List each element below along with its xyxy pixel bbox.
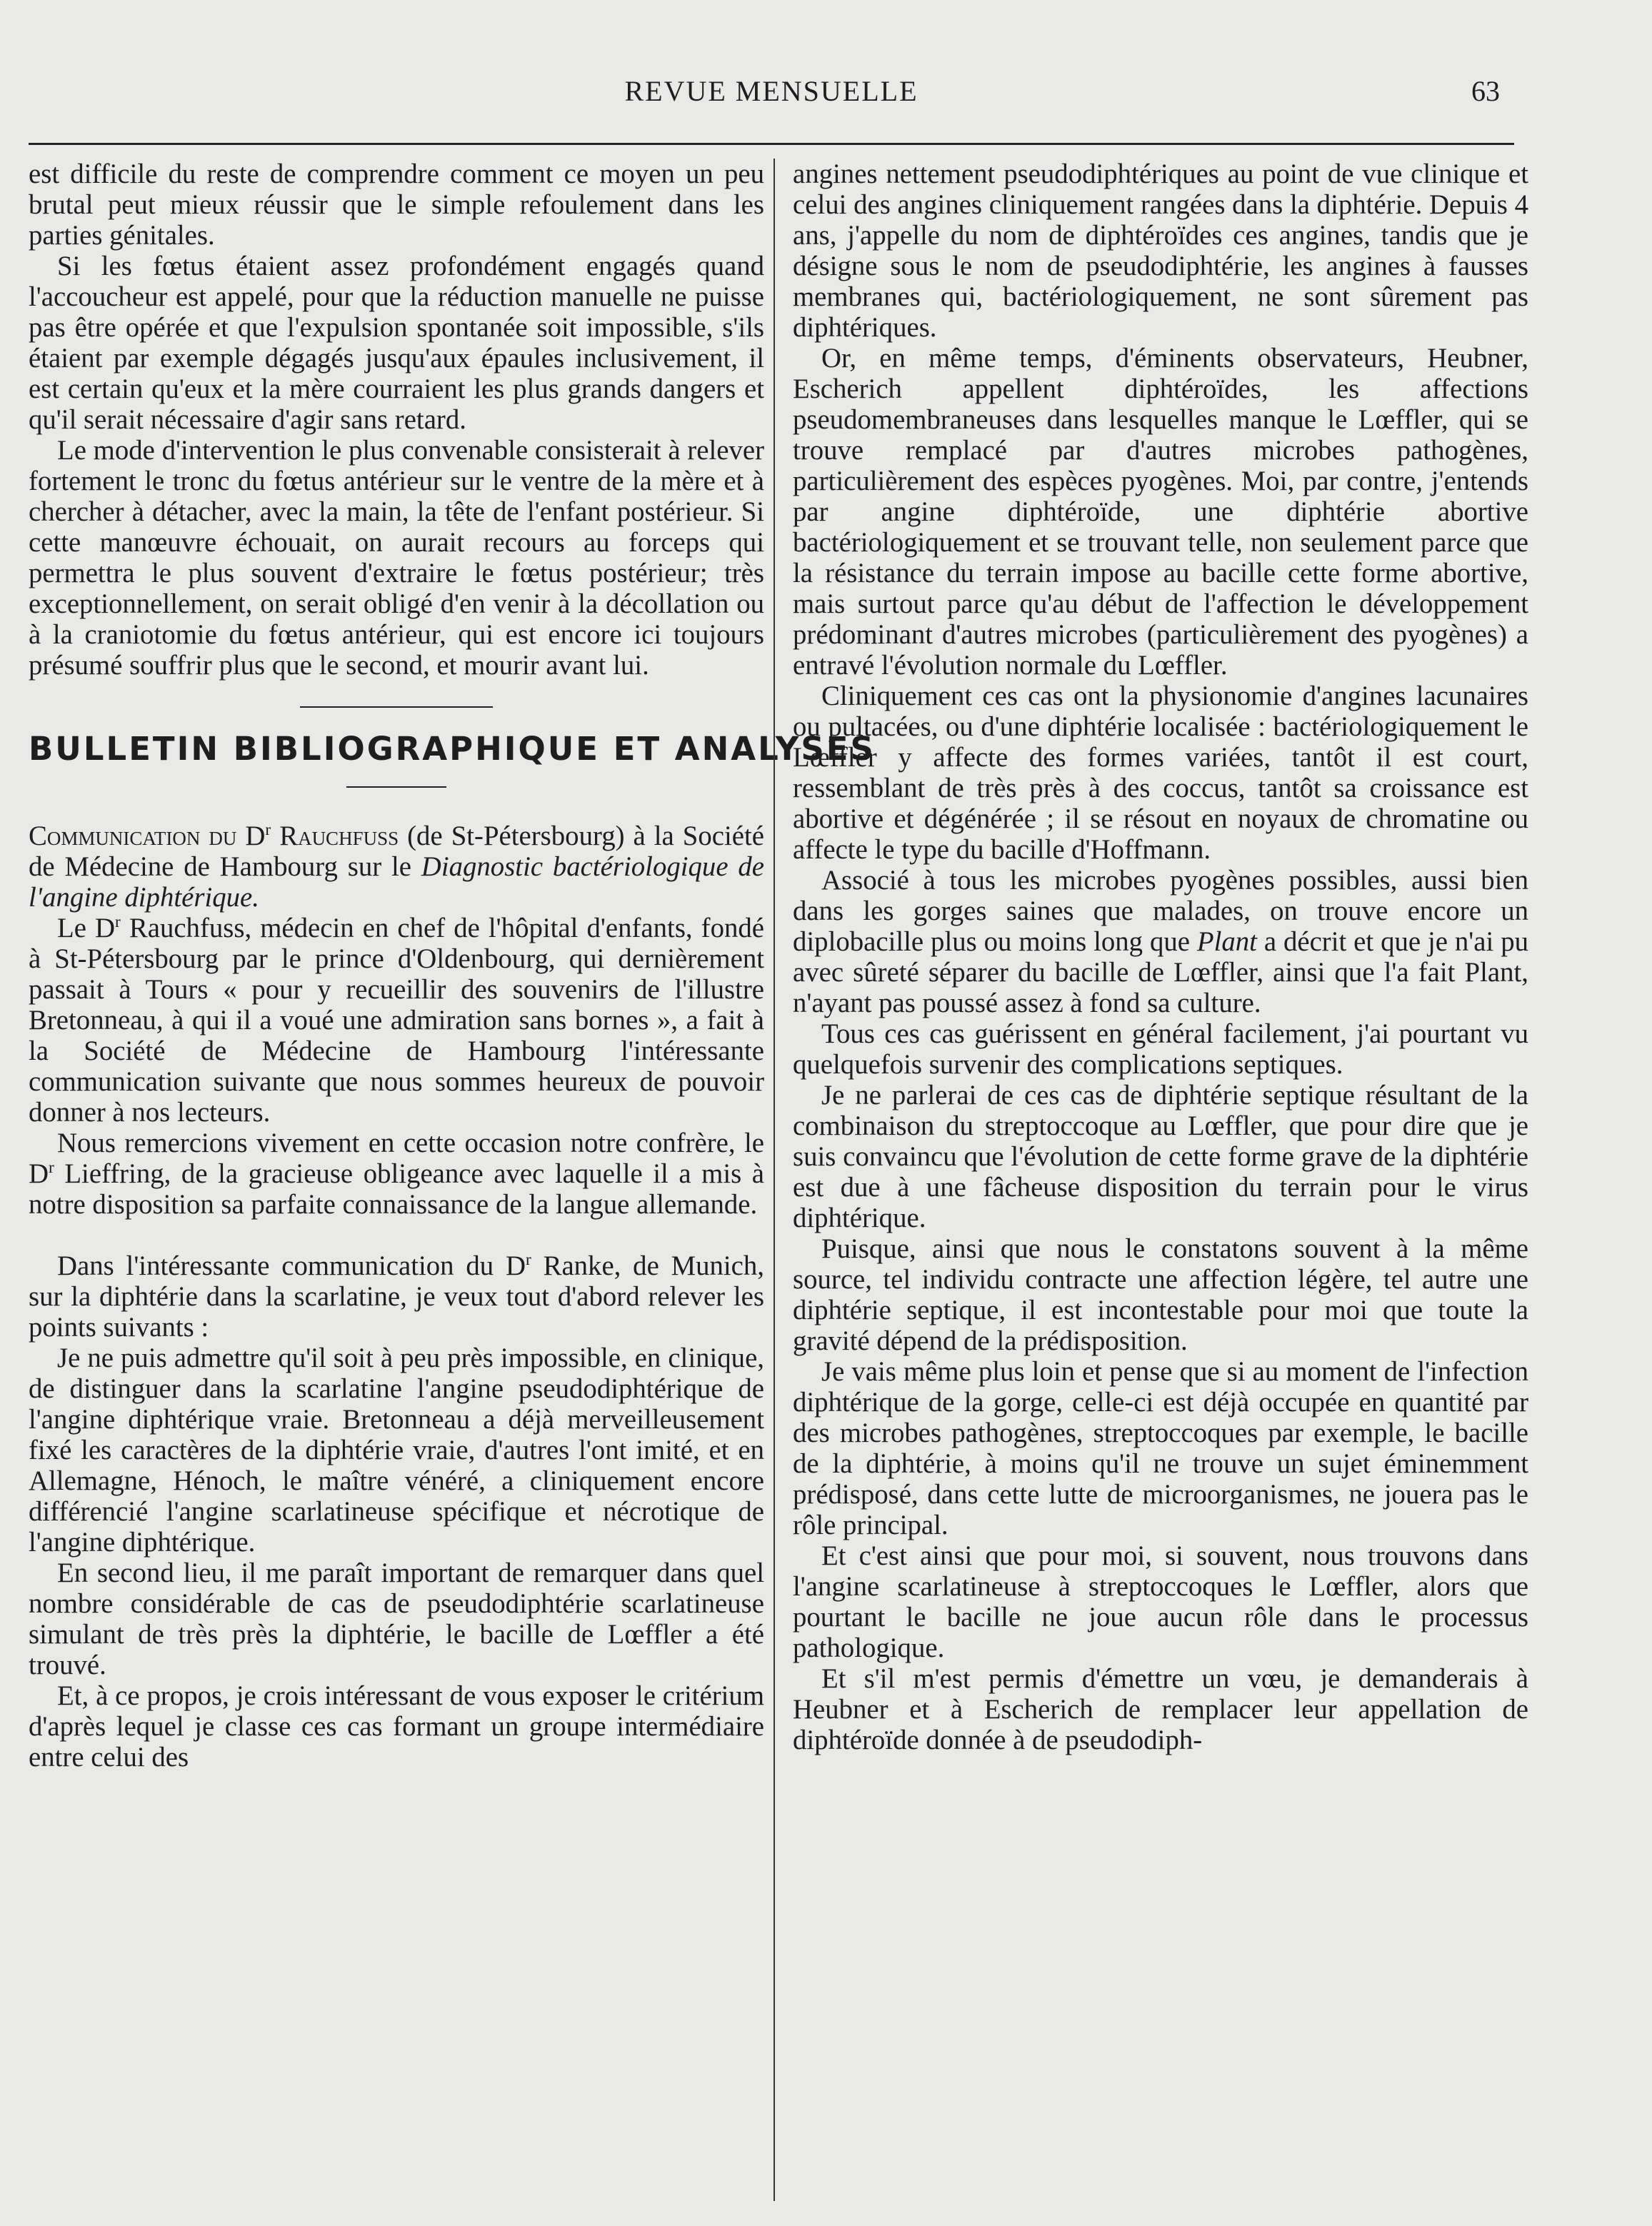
paragraph: Je vais même plus loin et pense que si au moment de l'infection diphtérique de la gorge, celle-ci est déjà occupée en quantité par des microbes pathogènes, streptoccoques par exemple, le bacille de la diphtérie, à moins qu'il ne trouve un sujet éminemment prédisposé, dans cette lutte de microorganismes, ne jouera pas le rôle principal. [793, 1356, 1528, 1540]
superscript: r [115, 913, 121, 932]
right-column [793, 159, 1528, 2208]
section-heading: BULLETIN BIBLIOGRAPHIQUE ET ANALYSES [29, 730, 876, 768]
comm-label: Communication du D [29, 821, 266, 851]
communication-heading [29, 821, 764, 913]
paragraph: Si les fœtus étaient assez profondément engagés quand l'accoucheur est appelé, pour que la réduction manuelle ne puisse pas être opérée et que l'expulsion spontanée soit impossible, s'ils étaient par exemple dégagés jusqu'aux épaules inclusivement, il est certain qu'eux et la mère courraient les plus grands dangers et qu'il serait nécessaire d'agir sans retard. [29, 251, 764, 435]
text-run: Associé à tous les microbes pyogènes possibles, aussi bien dans les gorges saines que malades, on trouve encore un diplobacille plus ou moins long que [793, 865, 1528, 957]
text-run: Dans l'intéressante communication du D [57, 1250, 526, 1281]
paragraph: Et c'est ainsi que pour moi, si souvent, nous trouvons dans l'angine scarlatineuse à streptoccoques le Lœffler, alors que pourtant le bacille ne joue aucun rôle dans le processus pathologique. [793, 1540, 1528, 1663]
paragraph [29, 1250, 764, 1343]
header-rule [29, 143, 1514, 145]
superscript: r [526, 1250, 531, 1270]
text-run: Lieffring, de la gracieuse obligeance avec laquelle il a mis à notre disposition sa parfaite connaissance de la langue allemande. [29, 1158, 764, 1220]
paragraph: Et, à ce propos, je crois intéressant de vous exposer le critérium d'après lequel je classe ces cas formant un groupe intermédiaire entre celui des [29, 1680, 764, 1773]
paragraph: angines nettement pseudodiphtériques au point de vue clinique et celui des angines cliniquement rangées dans la diphtérie. Depuis 4 ans, j'appelle du nom de diphtéroïdes ces angines, tandis que je désigne sous le nom de pseudodiphtérie, les angines à fausses membranes qui, bactériologiquement, ne sont sûrement pas diphtériques. [793, 159, 1528, 343]
page-number: 63 [1471, 75, 1500, 107]
running-head [29, 74, 1514, 117]
comm-label-sup: r [265, 821, 271, 840]
running-title: REVUE MENSUELLE [624, 75, 918, 107]
italic-name: Plant [1196, 926, 1257, 957]
text-run: Rauchfuss, médecin en chef de l'hôpital d'enfants, fondé à St-Pétersbourg par le prince d'Oldenbourg, qui dernièrement passait à Tours « pour y recueillir des souvenirs de l'illustre Bretonneau, à qui il a voué une admiration sans bornes », a fait à la Société de Médecine de Hambourg l'intéressante communication suivante que nous sommes heureux de pouvoir donner à nos lecteurs. [29, 913, 765, 1128]
left-column [29, 159, 876, 2208]
comm-title: Diagnostic bactériologique de l'angine diphtérique. [29, 851, 764, 913]
paragraph: Puisque, ainsi que nous le constatons souvent à la même source, tel individu contracte une affection légère, tel autre une diphtérie septique, il est incontestable pour moi que toute la gravité dépend de la prédisposition. [793, 1233, 1528, 1356]
paragraph: En second lieu, il me paraît important de remarquer dans quel nombre considérable de cas de pseudodiphtérie scarlatineuse simulant de très près la diphtérie, le bacille de Lœffler a été trouvé. [29, 1558, 764, 1680]
comm-author: Rauchfuss [279, 821, 399, 851]
column-divider [774, 159, 775, 2201]
paragraph: Je ne parlerai de ces cas de diphtérie septique résultant de la combinaison du streptoccoque au Lœffler, que pour dire que je suis convaincu que l'évolution de cette forme grave de la diphtérie est due à une fâcheuse disposition du terrain pour le virus diphtérique. [793, 1080, 1528, 1233]
paragraph: est difficile du reste de comprendre comment ce moyen un peu brutal peut mieux réussir que le simple refoulement dans les parties génitales. [29, 159, 764, 251]
text-run: a décrit et que je n'ai pu avec sûreté séparer du bacille de Lœffler, ainsi que l'a fait Plant, n'ayant pas poussé assez à fond sa culture. [793, 926, 1528, 1018]
comm-rest: (de St-Pétersbourg) à la Société de Médecine de Hambourg sur le [29, 821, 764, 882]
paragraph: Je ne puis admettre qu'il soit à peu près impossible, en clinique, de distinguer dans la scarlatine l'angine pseudodiphtérique de l'angine diphtérique vraie. Bretonneau a déjà merveilleusement fixé les caractères de la diphtérie vraie, d'autres l'ont imité, et en Allemagne, Hénoch, le maître vénéré, a cliniquement encore différencié l'angine scarlatineuse spécifique et nécrotique de l'angine diphtérique. [29, 1343, 764, 1558]
text-run: Ranke, de Munich, sur la diphtérie dans la scarlatine, je veux tout d'abord relever les points suivants : [29, 1250, 764, 1343]
paragraph [29, 913, 764, 1128]
paragraph: Or, en même temps, d'éminents observateurs, Heubner, Escherich appellent diphtéroïdes, les affections pseudomembraneuses dans lesquelles manque le Lœffler, qui se trouve remplacé par d'autres microbes pathogènes, particulièrement des espèces pyogènes. Moi, par contre, j'entends par angine diphtéroïde, une diphtérie abortive bactériologiquement et se trouvant telle, non seulement parce que la résistance du terrain impose au bacille cette forme abortive, mais surtout parce qu'au début de l'affection le développement prédominant d'autres microbes (particulièrement des pyogènes) a entravé l'évolution normale du Lœffler. [793, 343, 1528, 681]
paragraph [793, 865, 1528, 1018]
paragraph [29, 1128, 764, 1220]
paragraph: Cliniquement ces cas ont la physionomie d'angines lacunaires ou pultacées, ou d'une diphtérie localisée : bactériologiquement le Lœffler y affecte des formes variées, tantôt il est court, ressemblant de très près à des coccus, tantôt sa croissance est abortive et dégénérée ; il se résout en noyaux de chromatine ou affecte le type du bacille d'Hoffmann. [793, 681, 1528, 865]
paragraph: Et s'il m'est permis d'émettre un vœu, je demanderais à Heubner et à Escherich de remplacer leur appellation de diphtéroïde donnée à de pseudodiph- [793, 1663, 1528, 1755]
text-run: Nous remercions vivement en cette occasion notre confrère, le D [29, 1128, 764, 1189]
text-run: Le D [57, 913, 116, 943]
paragraph: Le mode d'intervention le plus convenable consisterait à relever fortement le tronc du fœtus antérieur sur le ventre de la mère et à chercher à détacher, avec la main, la tête de l'enfant postérieur. Si cette manœuvre échouait, on aurait recours au forceps qui permettra le plus souvent d'extraire le fœtus postérieur; très exceptionnellement, on serait obligé d'en venir à la décollation ou à la craniotomie du fœtus antérieur, qui est encore ici toujours présumé souffrir plus que le second, et mourir avant lui. [29, 435, 764, 681]
superscript: r [49, 1158, 54, 1178]
paragraph: Tous ces cas guérissent en général facilement, j'ai pourtant vu quelquefois survenir des complications septiques. [793, 1018, 1528, 1080]
